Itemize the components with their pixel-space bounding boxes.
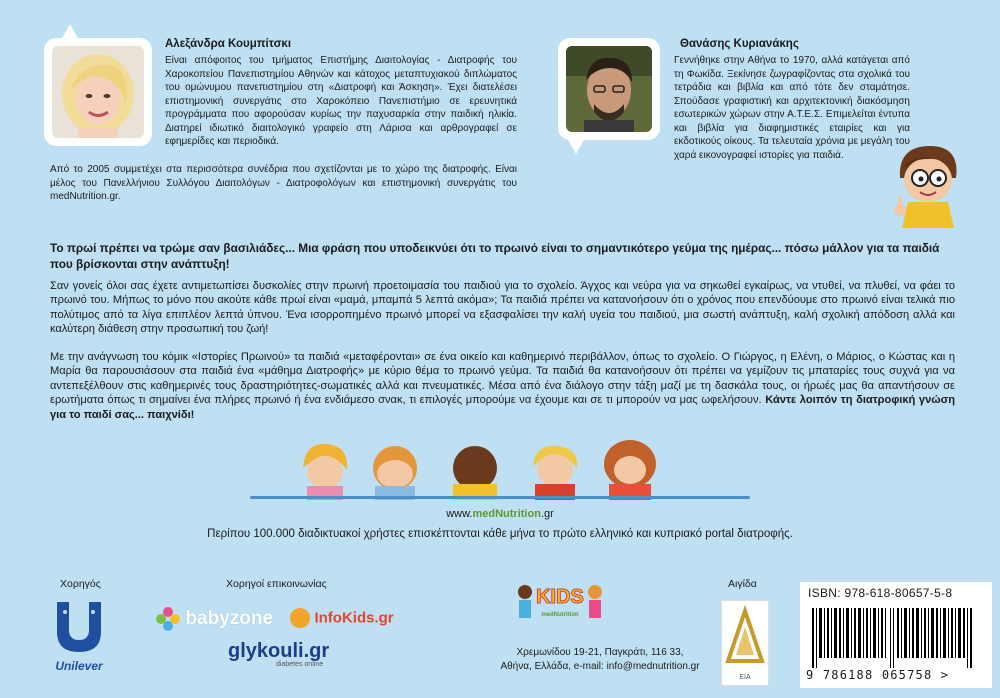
intro-paragraph-2-text: Με την ανάγνωση του κόμικ «Ιστορίες Πρωινού» τα παιδιά «μεταφέρονται» σε ένα οικείο και καθημερινό περιβάλλον, όπως το σχολείο. Ο Γιώργος, η Ελένη, ο Μάριος, ο Κώστας και η Μαρία θα παρουσιάσουν στα παιδιά ένα «μάθημα Διατροφής» με κύριο θέμα το πρωινό γεύμα. Τα παιδιά θα κατανοήσουν ότι πρέπει να γεμίζουν τις μπαταρίες τους συχνά για να αντεπεξέλθουν στις καθημερινές τους δραστηριότητες-σωματικές αλλά και πνευματικές. Μέσα από ένα διάλογο στην τάξη μαζί με τη δασκάλα τους, οι ήρωές μας θα απαντήσουν σε ερωτήματα όπως τι σημαίνει ένα πλήρες πρωινό ή ένα ενδιάμεσο σνακ, τι επιλογές μπορούμε να έχουμε και σε τι μπορούν να μας ωφελήσουν.	[50, 351, 955, 407]
website-suffix: .gr	[540, 508, 554, 520]
website-url[interactable]	[0, 508, 1000, 520]
sponsor-label: Χορηγός	[60, 578, 101, 590]
intro-paragraph-2-bold: Κάντε λοιπόν τη διατροφική γνώση για το παιδί σας... παιχνίδι!	[50, 394, 955, 421]
babyzone-flower-icon	[155, 606, 181, 632]
glykouli-sub: diabetes online	[276, 661, 324, 668]
address-line-2: Αθήνα, Ελλάδα, e-mail: info@mednutrition.gr	[500, 661, 700, 672]
address-line-1: Χρεμωνίδου 19-21, Παγκράτι, 116 33,	[516, 647, 684, 658]
babyzone-logo	[155, 606, 285, 636]
kids-mednutrition-logo	[515, 580, 605, 638]
author1-name: Αλεξάνδρα Κουμπίτσκι	[165, 38, 292, 50]
infokids-logo	[290, 608, 410, 636]
website-prefix: www.	[446, 508, 473, 520]
intro-bold-heading: Το πρωί πρέπει να τρώμε σαν βασιλιάδες... Μια φράση που υποδεικνύει ότι το πρωινό είναι το σημαντικότερο γεύμα της ημέρας... πόσω μάλλον για τα παιδιά που βρίσκονται στην ανάπτυξη!	[50, 241, 940, 271]
glykouli-logo	[228, 640, 348, 680]
portal-tagline: Περίπου 100.000 διαδικτυακοί χρήστες επισκέπτονται κάθε μήνα το πρώτο ελληνικό και κυπριακό portal διατροφής.	[207, 528, 793, 540]
aigida-caption: ΕΙΑ	[739, 674, 751, 681]
isbn-barcode-box	[800, 582, 992, 688]
babyzone-text: babyzone	[185, 608, 274, 629]
infokids-text: InfoKids.gr	[314, 609, 394, 627]
barcode-digits: 9 786188 065758 >	[806, 668, 950, 682]
aigida-logo	[721, 600, 769, 686]
aigida-triangle-icon	[722, 605, 768, 675]
unilever-name: Unilever	[55, 659, 103, 673]
kids-logo-text: KIDS	[536, 586, 584, 608]
author2-name: Θανάσης Κυριανάκης	[680, 38, 799, 50]
author1-photo-frame	[46, 40, 150, 144]
author1-photo	[52, 46, 144, 138]
intro-paragraph-2	[50, 350, 955, 422]
website-brand: medNutrition	[472, 508, 541, 520]
kids-characters-illustration	[295, 438, 705, 500]
cartoon-boy-illustration	[890, 138, 966, 228]
isbn-text: ISBN: 978-618-80657-5-8	[808, 586, 953, 600]
address-block	[470, 646, 730, 674]
author2-photo-frame	[560, 40, 658, 138]
comm-sponsors-label: Χορηγοί επικοινωνίας	[226, 578, 327, 590]
kids-ground-line	[250, 496, 750, 499]
intro-paragraph-1: Σαν γονείς όλοι σας έχετε αντιμετωπίσει δυσκολίες στην πρωινή προετοιμασία του παιδιού για το σχολείο. Άγχος και νεύρα για να σηκωθεί εγκαίρως, να ντυθεί, να πλυθεί, να φάει το πρωινό του. Μήπως το μόνο που ακούτε κάθε πρωί είναι «μαμά, μπαμπά 5 λεπτά ακόμα»; Τα παιδιά πρέπει να κατανοήσουν ότι ο χρόνος που επενδύουμε στο πρωινό είναι τελικά πιο πολύτιμος από τα λίγα επιπλέον λεπτά ύπνου. Ένα ισορροπημένο πρωινό μπορεί να εξασφαλίσει την καλή υγεία του παιδιού, μια σωστή ανάπτυξη, καλή σχολική απόδοση αλλά και καλύτερη διάθεση στην προσωπική του ζωή!	[50, 280, 955, 336]
aigida-label: Αιγίδα	[728, 578, 757, 590]
author2-photo	[566, 46, 652, 132]
kids-logo-sub: medNutrition	[541, 612, 579, 618]
author2-bio: Γεννήθηκε στην Αθήνα το 1970, αλλά κατάγεται από τη Φωκίδα. Ξεκίνησε ζωγραφίζοντας στα σχολικά του τετράδια και βιβλία και από τότε δεν σταμάτησε. Σπούδασε γραφιστική και αρχιτεκτονική διακόσμηση εσωτερικών χώρων στην Α.Τ.Ε.Σ. Επιμελείται έντυπα και βιβλία για διαφημιστικές εταιρίες και για εκδοτικούς οίκους. Τα τελευταία χρόνια με μεγάλη του χαρά εικονογραφεί ιστορίες για παιδιά.	[674, 55, 910, 161]
author1-bio-top: Είναι απόφοιτος του τμήματος Επιστήμης Διαιτολογίας - Διατροφής του Χαροκοπείου Πανεπιστημίου Αθηνών και κάτοχος μεταπτυχιακού διπλώματος του ομώνυμου πανεπιστημίου στη «Διατροφή και Άσκηση». Έχει διατελέσει επιστημονική συνεργάτις στο Χαροκόπειο Πανεπιστήμιο σε ερευνητικά προγράμματα που αφορούσαν κυρίως την παχυσαρκία στην παιδική ηλικία. Διατηρεί ιδιωτικό διαιτολογικό γραφείο στη Λάρισα και αρθρογραφεί σε εφημερίδες και περιοδικά.	[165, 55, 517, 147]
unilever-logo	[44, 598, 114, 678]
author1-bio-bottom: Από το 2005 συμμετέχει στα περισσότερα συνέδρια που σχετίζονται με το χώρο της διατροφής. Είναι μέλος του Πανελλήνιου Συλλόγου Διαιτολόγων - Διατροφολόγων και επιστημονική συνεργάτις του medNutrition.gr.	[50, 164, 517, 202]
barcode-graphic	[812, 608, 982, 668]
infokids-icon	[290, 608, 310, 628]
glykouli-text: glykouli.gr	[228, 640, 330, 662]
unilever-u-icon	[51, 598, 107, 654]
